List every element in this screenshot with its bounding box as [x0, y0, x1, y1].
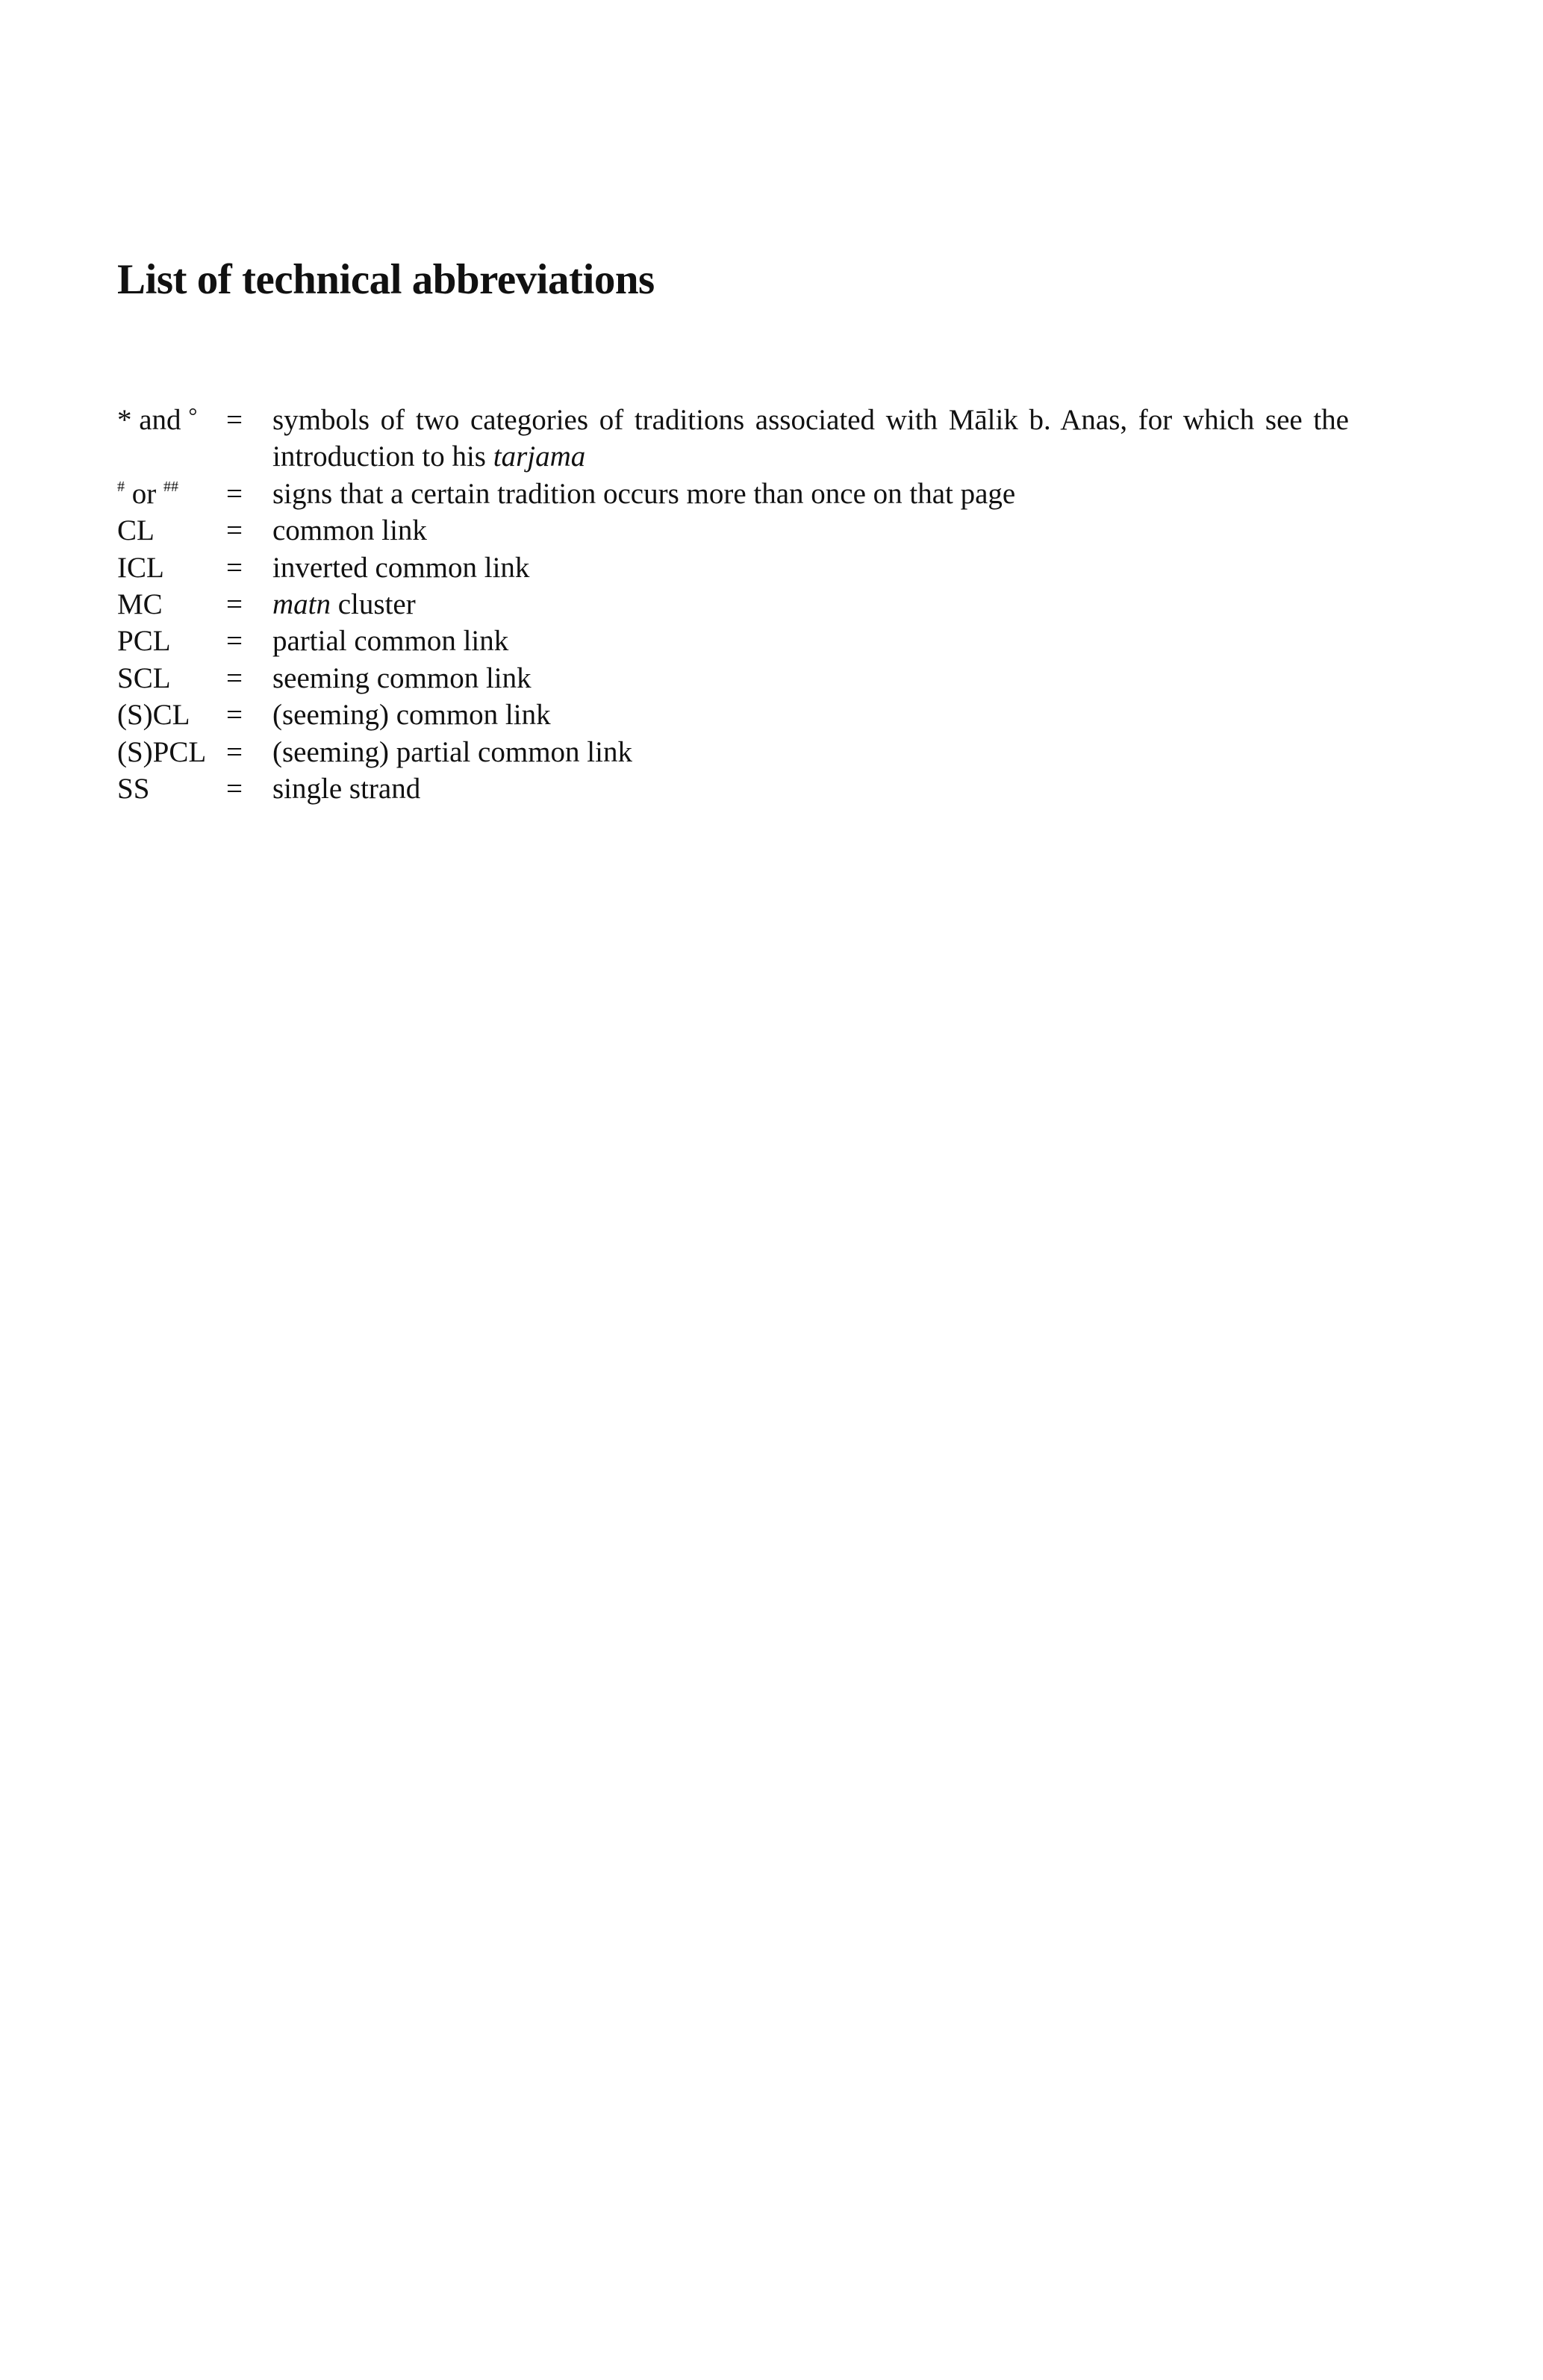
equals-sign: = — [226, 514, 243, 547]
equals-sign: = — [226, 773, 243, 806]
abbreviation-row-symbols — [117, 402, 1349, 476]
abbreviation-row-hash — [117, 476, 1349, 512]
abbreviation-term: ICL — [117, 551, 164, 584]
abbreviation-term: PCL — [117, 625, 171, 658]
equals-sign: = — [226, 625, 243, 658]
abbreviation-definition: partial common link — [272, 625, 509, 658]
abbreviation-row — [117, 697, 1349, 733]
definition-italic: matn — [272, 588, 331, 621]
abbreviation-row — [117, 512, 1349, 549]
abbreviation-definition — [272, 586, 1349, 623]
abbreviation-term: (S)CL — [117, 699, 190, 732]
definition-italic: tarjama — [493, 440, 586, 473]
abbreviation-row — [117, 623, 1349, 659]
page-title: List of technical abbreviations — [117, 256, 655, 303]
abbreviation-definition — [272, 402, 1349, 476]
definition-line — [272, 438, 1349, 475]
abbreviation-definition: signs that a certain tradition occurs more than once on that page — [272, 477, 1016, 510]
abbreviation-definition: (seeming) common link — [272, 699, 551, 732]
abbreviation-term — [117, 402, 226, 438]
abbreviation-list — [117, 402, 1349, 807]
abbreviation-term — [117, 476, 226, 512]
term-join: or — [125, 477, 163, 510]
asterisk-symbol: * — [117, 404, 132, 436]
hash-symbol: # — [117, 478, 125, 495]
abbreviation-term: (S)PCL — [117, 735, 207, 768]
degree-symbol: ° — [188, 404, 198, 429]
abbreviation-definition: (seeming) partial common link — [272, 735, 632, 768]
definition-text: cluster — [331, 588, 416, 621]
equals-sign: = — [226, 404, 243, 436]
abbreviation-row — [117, 734, 1349, 770]
abbreviation-term: SS — [117, 773, 150, 806]
abbreviation-row — [117, 660, 1349, 697]
abbreviation-term: CL — [117, 514, 155, 547]
equals-sign: = — [226, 551, 243, 584]
equals-sign: = — [226, 699, 243, 732]
equals-sign: = — [226, 477, 243, 510]
abbreviation-definition: inverted common link — [272, 551, 530, 584]
abbreviation-row — [117, 549, 1349, 586]
definition-text: introduction to his — [272, 440, 493, 473]
equals-sign: = — [226, 735, 243, 768]
abbreviation-definition: seeming common link — [272, 661, 532, 694]
term-join: and — [131, 404, 189, 436]
abbreviation-term: SCL — [117, 661, 171, 694]
double-hash-symbol: ## — [163, 478, 178, 495]
abbreviation-term: MC — [117, 588, 163, 621]
definition-line: symbols of two categories of traditions associated with Mālik b. Anas, for which see the — [272, 404, 1349, 436]
abbreviation-definition: common link — [272, 514, 427, 547]
abbreviation-row — [117, 770, 1349, 807]
abbreviation-definition: single strand — [272, 773, 421, 806]
abbreviation-row — [117, 586, 1349, 623]
equals-sign: = — [226, 588, 243, 621]
equals-sign: = — [226, 661, 243, 694]
